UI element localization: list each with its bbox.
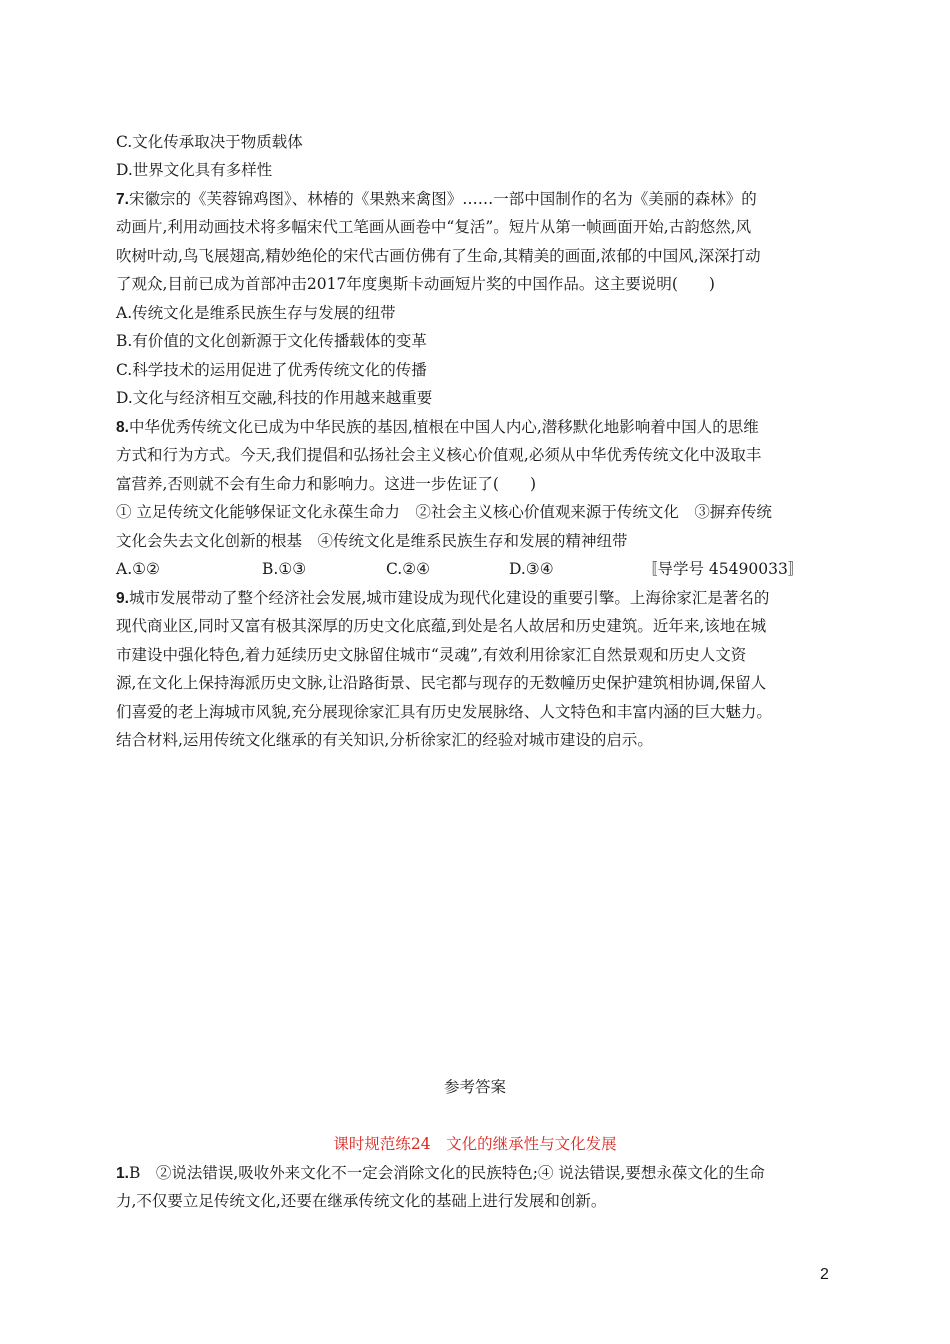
q8-stem-line-3: 富营养,否则就不会有生命力和影响力。这进一步佐证了( ) [116,475,537,493]
answers-subtitle: 课时规范练24 文化的继承性与文化发展 [333,1135,617,1153]
q7-option-a: A.传统文化是维系民族生存与发展的纽带 [116,304,396,322]
q7-stem-line-4: 了观众,目前已成为首部冲击2017年度奥斯卡动画短片奖的中国作品。这主要说明( ) [116,275,715,293]
q8-statement-line-2: 文化会失去文化创新的根基 ④传统文化是维系民族生存和发展的精神纽带 [116,532,628,550]
answer-1-number: 1. [116,1165,129,1182]
q8-option-d: D.③④ [509,560,554,578]
q7-stem-line-2: 动画片,利用动画技术将多幅宋代工笔画从画卷中“复活”。短片从第一帧画面开始,古韵悠然,风 [116,218,752,236]
answer-1-line-2: 力,不仅要立足传统文化,还要在继承传统文化的基础上进行发展和创新。 [116,1192,607,1210]
q7-option-d: D.文化与经济相互交融,科技的作用越来越重要 [116,389,433,407]
q7-number: 7. [116,191,129,208]
q9-stem-line-3: 市建设中强化特色,着力延续历史文脉留住城市“灵魂”,有效利用徐家汇自然景观和历史人文资 [116,646,747,664]
q8-stem-line-2: 方式和行为方式。今天,我们提倡和弘扬社会主义核心价值观,必须从中华优秀传统文化中汲取丰 [116,446,762,464]
q8-option-a: A.①② [116,560,160,578]
q7-stem-line-1: 7.宋徽宗的《芙蓉锦鸡图》、林椿的《果熟来禽图》……一部中国制作的名为《美丽的森林》的 [116,190,757,208]
q9-number: 9. [116,590,129,607]
q8-stem-line-1: 8.中华优秀传统文化已成为中华民族的基因,植根在中国人内心,潜移默化地影响着中国人的思维 [116,418,759,436]
q8-option-c: C.②④ [386,560,431,578]
q7-option-b: B.有价值的文化创新源于文化传播载体的变革 [116,332,427,350]
q9-stem-line-4: 源,在文化上保持海派历史文脉,让沿路街景、民宅都与现存的无数幢历史保护建筑相协调,保留人 [116,674,767,692]
q7-option-c: C.科学技术的运用促进了优秀传统文化的传播 [116,361,427,379]
q9-stem-line-2: 现代商业区,同时又富有极其深厚的历史文化底蕴,到处是名人故居和历史建筑。近年来,该地在城 [116,617,767,635]
answer-1-line-1: 1.B ②说法错误,吸收外来文化不一定会消除文化的民族特色;④ 说法错误,要想永葆文化的生命 [116,1164,765,1182]
q9-stem-line-1: 9.城市发展带动了整个经济社会发展,城市建设成为现代化建设的重要引擎。上海徐家汇是著名的 [116,589,770,607]
q9-stem-line-6: 结合材料,运用传统文化继承的有关知识,分析徐家汇的经验对城市建设的启示。 [116,731,653,749]
answers-heading: 参考答案 [443,1078,506,1096]
q6-option-d: D.世界文化具有多样性 [116,161,273,179]
q9-stem-line-5: 们喜爱的老上海城市风貌,充分展现徐家汇具有历史发展脉络、人文特色和丰富内涵的巨大魅力。 [116,703,772,721]
q7-stem-line-3: 吹树叶动,鸟飞展翅高,精妙绝伦的宋代古画仿佛有了生命,其精美的画面,浓郁的中国风,深深打动 [116,247,761,265]
q8-guide-number: 〚导学号 45490033〛 [642,560,804,578]
page-number: 2 [820,1266,829,1283]
q6-option-c: C.文化传承取决于物质载体 [116,133,303,151]
q8-number: 8. [116,419,129,436]
q8-option-b: B.①③ [262,560,307,578]
q8-statement-line-1: ① 立足传统文化能够保证文化永葆生命力 ②社会主义核心价值观来源于传统文化 ③摒弃传统 [116,503,772,521]
